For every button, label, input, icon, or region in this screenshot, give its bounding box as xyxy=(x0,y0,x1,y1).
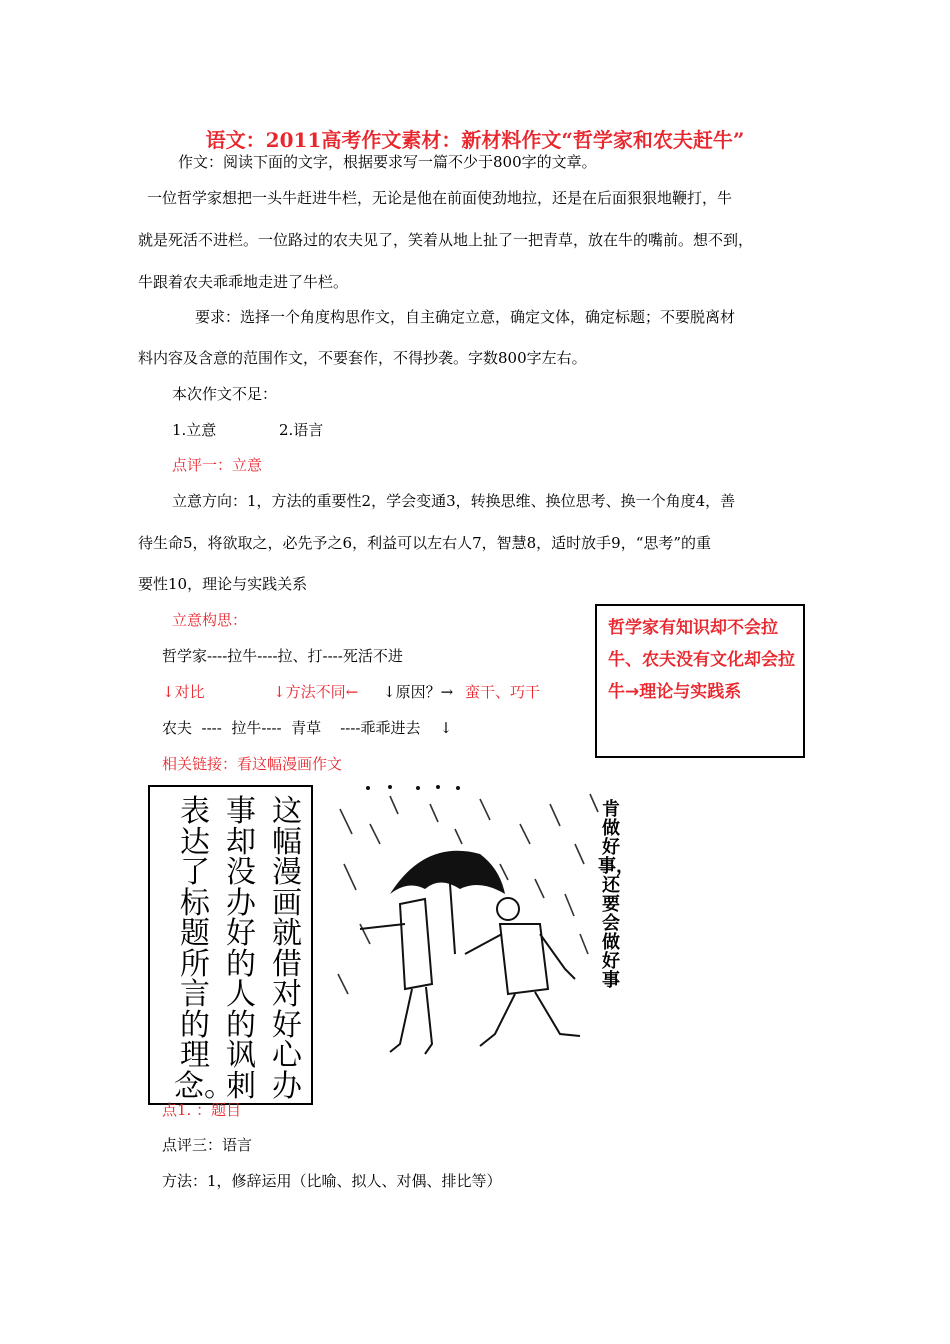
person-left xyxy=(360,899,432,1054)
vertical-col-3: 表达了标题所言的理念。 xyxy=(174,794,234,1104)
concept-brute-vs-clever: 蛮干、巧干 xyxy=(465,683,541,701)
vertical-col-2: 事却没办好的人的讽刺 xyxy=(226,794,256,1104)
story-line-3: 牛跟着农夫乖乖地走进了牛栏。 xyxy=(138,273,349,291)
top-dots xyxy=(366,785,460,790)
direction-line-1: 立意方向：1，方法的重要性2，学会变通3，转换思维、换位思考、换一个角度4，善 xyxy=(172,492,736,510)
concept-reason: ↓原因？→ xyxy=(383,683,454,701)
direction-line-2: 待生命5，将欲取之，必先予之6，利益可以左右人7，智慧8，适时放手9，“思考”的重 xyxy=(138,534,712,552)
concept-row-3: 农夫 ---- 拉牛---- 青草 ----乖乖进去 ↓ xyxy=(162,719,453,737)
person-right xyxy=(465,898,580,1046)
concept-row-1: 哲学家----拉牛----拉、打----死活不进 xyxy=(162,647,403,665)
cartoon-caption: 肯做好事，还要会做好事 xyxy=(598,799,634,991)
requirement-line-1: 要求：选择一个角度构思作文，自主确定立意，确定文体，确定标题；不要脱离材 xyxy=(195,308,736,326)
concept-contrast: ↓对比 xyxy=(162,683,205,701)
rain-streaks xyxy=(338,794,598,994)
shortcoming-item-1: 1.立意 xyxy=(172,421,217,439)
vertical-text-box xyxy=(148,785,313,1105)
shortcoming-item-2: 2.语言 xyxy=(279,421,324,439)
vertical-col-1: 这幅漫画就借对好心办 xyxy=(272,794,302,1104)
concept-heading: 立意构思： xyxy=(172,611,248,629)
review-1-heading: 点评一：立意 xyxy=(172,456,263,474)
method-line: 方法：1，修辞运用（比喻、拟人、对偶、排比等） xyxy=(162,1172,502,1190)
review-3-heading: 点评三：语言 xyxy=(162,1136,253,1154)
concept-method-diff: ↓方法不同← xyxy=(273,683,359,701)
theory-practice-box: 哲学家有知识却不会拉牛、农夫没有文化却会拉牛→理论与实践系 xyxy=(595,604,805,758)
related-link[interactable]: 相关链接：看这幅漫画作文 xyxy=(162,755,343,773)
shortcomings-heading: 本次作文不足： xyxy=(172,385,278,403)
review-2: 点1. ：题目 xyxy=(162,1101,242,1119)
requirement-line-2: 料内容及含意的范围作文，不要套作，不得抄袭。字数800字左右。 xyxy=(138,349,587,367)
essay-prompt: 作文：阅读下面的文字，根据要求写一篇不少于800字的文章。 xyxy=(178,153,597,171)
story-line-2: 就是死活不进栏。一位路过的农夫见了，笑着从地上扯了一把青草，放在牛的嘴前。想不到， xyxy=(138,231,754,249)
page-title: 语文：2011高考作文素材：新材料作文“哲学家和农夫赶牛” xyxy=(205,128,745,152)
direction-line-3: 要性10，理论与实践关系 xyxy=(138,575,308,593)
cartoon-image xyxy=(330,784,634,1074)
story-line-1: 一位哲学家想把一头牛赶进牛栏，无论是他在前面使劲地拉，还是在后面狠狠地鞭打，牛 xyxy=(147,189,733,207)
